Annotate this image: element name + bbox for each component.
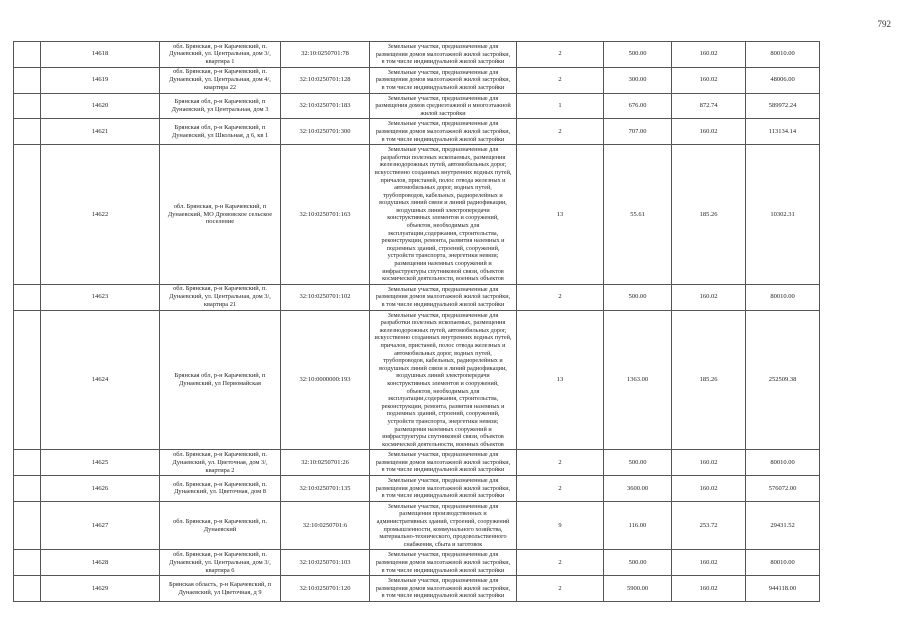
- row-blank-cell: [14, 310, 41, 450]
- row-rate: 160.02: [672, 476, 746, 502]
- row-code: 2: [517, 67, 604, 93]
- row-code: 2: [517, 450, 604, 476]
- row-land-use: Земельные участки, предназначенные для размещения домов малоэтажной жилой застройки, в том числе индивидуальной жилой застройки: [370, 42, 517, 68]
- row-code: 2: [517, 476, 604, 502]
- row-value: 29431.52: [746, 501, 820, 550]
- row-blank-cell: [14, 476, 41, 502]
- row-code: 2: [517, 550, 604, 576]
- row-value: 252509.38: [746, 310, 820, 450]
- row-cadastral-number: 32:10:0250701:300: [281, 119, 370, 145]
- row-rate: 160.02: [672, 42, 746, 68]
- row-blank-cell: [14, 145, 41, 285]
- row-address: обл. Брянская, р-н Карачевский, п. Дунаевский, ул. Центральная, дом 4/, квартира 22: [160, 67, 281, 93]
- row-code: 2: [517, 576, 604, 602]
- row-code: 9: [517, 501, 604, 550]
- row-address: Брянская обл, р-н Карачевский, п Дунаевский, ул Центральная, дом 3: [160, 93, 281, 119]
- row-area: 300.00: [604, 67, 672, 93]
- row-blank-cell: [14, 550, 41, 576]
- row-value: 80010.00: [746, 284, 820, 310]
- row-value: 944118.00: [746, 576, 820, 602]
- row-blank-cell: [14, 450, 41, 476]
- row-land-use: Земельные участки, предназначенные для разработки полезных ископаемых, размещения железнодорожных путей, автомобильных дорог, искусственно созданных внутренних водных путей, причалов, пристаней, полос отвода железных и автомобильных дорог, водных путей, трубопроводов, кабельных, радиорелейных и воздушных линий связи и линий радиофикации, воздушных линий электропередачи конструктивных элементов и сооружений, объектов, необходимых для эксплуатации,содержания, строительства, реконструкции, ремонта, развития наземных и подземных зданий, строений, сооружений, устройств транспорта, энергетики невязи; размещения наземных сооружений и инфраструктуры спутниковой связи, объектов космической деятельности, военных объектов: [370, 310, 517, 450]
- table-row: [14, 119, 894, 145]
- row-number: 14628: [41, 550, 160, 576]
- row-address: Брянская обл, р-н Карачевский, п Дунаевский, ул Школьная, д 6, кв 1: [160, 119, 281, 145]
- row-blank-cell: [14, 42, 41, 68]
- row-land-use: Земельные участки, предназначенные для размещения домов малоэтажной жилой застройки, в том числе индивидуальной жилой застройки: [370, 550, 517, 576]
- row-blank-cell: [14, 93, 41, 119]
- table-row: [14, 284, 894, 310]
- table-row: [14, 576, 894, 602]
- row-address: обл. Брянская, р-н Карачевский, п Дунаевский, МО Дрововское сельское поселение: [160, 145, 281, 285]
- row-cadastral-number: 32:10:0250701:183: [281, 93, 370, 119]
- row-rate: 160.02: [672, 284, 746, 310]
- table-row: [14, 550, 894, 576]
- row-area: 500.00: [604, 42, 672, 68]
- row-rate: 185.26: [672, 145, 746, 285]
- row-code: 2: [517, 42, 604, 68]
- row-blank-cell: [14, 119, 41, 145]
- cadastral-table: [13, 41, 894, 602]
- row-value: 576072.00: [746, 476, 820, 502]
- row-number: 14620: [41, 93, 160, 119]
- row-area: 500.00: [604, 450, 672, 476]
- table-row: [14, 476, 894, 502]
- row-area: 55.61: [604, 145, 672, 285]
- row-value: 80010.00: [746, 550, 820, 576]
- row-number: 14629: [41, 576, 160, 602]
- table-row: [14, 42, 894, 68]
- row-blank-cell: [14, 284, 41, 310]
- row-land-use: Земельные участки, предназначенные для размещения домов малоэтажной жилой застройки, в том числе индивидуальной жилой застройки: [370, 67, 517, 93]
- row-address: обл. Брянская, р-н Карачевский, п. Дунаевский, ул. Цветочная, дом 8: [160, 476, 281, 502]
- page-number: 792: [877, 19, 891, 29]
- row-code: 13: [517, 145, 604, 285]
- row-number: 14618: [41, 42, 160, 68]
- row-address: обл. Брянская, р-н Карачевский, п. Дунаевский, ул. Цветочная, дом 3/, квартира 2: [160, 450, 281, 476]
- row-number: 14627: [41, 501, 160, 550]
- row-address: обл. Брянская, р-н Карачевский, п. Дунаевский, ул. Центральная, дом 3/, квартира 1: [160, 42, 281, 68]
- row-cadastral-number: 32:10:0250701:128: [281, 67, 370, 93]
- row-rate: 872.74: [672, 93, 746, 119]
- row-code: 13: [517, 310, 604, 450]
- row-number: 14625: [41, 450, 160, 476]
- row-value: 589972.24: [746, 93, 820, 119]
- row-land-use: Земельные участки, предназначенные для размещения домов малоэтажной жилой застройки, в том числе индивидуальной жилой застройки: [370, 284, 517, 310]
- row-cadastral-number: 32:10:0250701:135: [281, 476, 370, 502]
- row-land-use: Земельные участки, предназначенные для размещения производственных и административных зданий, строений, сооружений промышленности, коммунального хозяйства, материально-технического, продовольственного снабжения, сбыта и заготовок: [370, 501, 517, 550]
- row-area: 707.00: [604, 119, 672, 145]
- row-number: 14624: [41, 310, 160, 450]
- row-number: 14621: [41, 119, 160, 145]
- row-cadastral-number: 32:10:0000000:193: [281, 310, 370, 450]
- table-row: [14, 310, 894, 450]
- row-code: 2: [517, 119, 604, 145]
- row-area: 1363.00: [604, 310, 672, 450]
- row-cadastral-number: 32:10:0250701:78: [281, 42, 370, 68]
- row-blank-cell: [14, 576, 41, 602]
- row-blank-cell: [14, 67, 41, 93]
- row-rate: 160.02: [672, 67, 746, 93]
- row-value: 10302.31: [746, 145, 820, 285]
- row-address: обл. Брянская, р-н Карачевский, п. Дунаевский: [160, 501, 281, 550]
- row-area: 676.00: [604, 93, 672, 119]
- row-area: 116.00: [604, 501, 672, 550]
- table-row: [14, 93, 894, 119]
- row-value: 48006.00: [746, 67, 820, 93]
- row-address: обл. Брянская, р-н Карачевский, п. Дунаевский, ул. Центральная, дом 3/, квартира 6: [160, 550, 281, 576]
- row-land-use: Земельные участки, предназначенные для размещения домов малоэтажной жилой застройки, в том числе индивидуальной жилой застройки: [370, 450, 517, 476]
- table-body: [14, 42, 894, 602]
- row-cadastral-number: 32:10:0250701:120: [281, 576, 370, 602]
- table-row: [14, 450, 894, 476]
- row-rate: 160.02: [672, 550, 746, 576]
- row-rate: 160.02: [672, 576, 746, 602]
- table-row: [14, 501, 894, 550]
- row-number: 14623: [41, 284, 160, 310]
- row-land-use: Земельные участки, предназначенные для размещения домов малоэтажной жилой застройки, в том числе индивидуальной жилой застройки: [370, 119, 517, 145]
- row-cadastral-number: 32:10:0250701:6: [281, 501, 370, 550]
- row-address: Брянская область, р-н Карачевский, п Дунаевский, ул Цветочная, д 9: [160, 576, 281, 602]
- row-number: 14619: [41, 67, 160, 93]
- row-area: 5900.00: [604, 576, 672, 602]
- table-row: [14, 145, 894, 285]
- row-land-use: Земельные участки, предназначенные для размещения домов среднеэтажной и многоэтажной жилой застройки: [370, 93, 517, 119]
- row-number: 14622: [41, 145, 160, 285]
- row-rate: 253.72: [672, 501, 746, 550]
- row-address: Брянская обл, р-н Карачевский, п Дунаевский, ул Первомайская: [160, 310, 281, 450]
- row-blank-cell: [14, 501, 41, 550]
- row-cadastral-number: 32:10:0250701:103: [281, 550, 370, 576]
- row-number: 14626: [41, 476, 160, 502]
- row-value: 80010.00: [746, 42, 820, 68]
- row-rate: 185.26: [672, 310, 746, 450]
- row-code: 2: [517, 284, 604, 310]
- row-cadastral-number: 32:10:0250701:26: [281, 450, 370, 476]
- row-cadastral-number: 32:10:0250701:102: [281, 284, 370, 310]
- row-rate: 160.02: [672, 450, 746, 476]
- row-value: 80010.00: [746, 450, 820, 476]
- row-land-use: Земельные участки, предназначенные для размещения домов малоэтажной жилой застройки, в том числе индивидуальной жилой застройки: [370, 576, 517, 602]
- row-land-use: Земельные участки, предназначенные для разработки полезных ископаемых, размещения железнодорожных путей, автомобильных дорог, искусственно созданных внутренних водных путей, причалов, пристаней, полос отвода железных и автомобильных дорог, водных путей, трубопроводов, кабельных, радиорелейных и воздушных линий связи и линий радиофикации, воздушных линий электропередачи конструктивных элементов и сооружений, объектов, необходимых для эксплуатации,содержания, строительства, реконструкции, ремонта, развития наземных и подземных зданий, строений, сооружений, устройств транспорта, энергетики невязи; размещения наземных сооружений и инфраструктуры спутниковой связи, объектов космической деятельности, военных объектов: [370, 145, 517, 285]
- row-address: обл. Брянская, р-н Карачевский, п. Дунаевский, ул. Центральная, дом 3/, квартира 21: [160, 284, 281, 310]
- table-row: [14, 67, 894, 93]
- row-area: 3600.00: [604, 476, 672, 502]
- row-rate: 160.02: [672, 119, 746, 145]
- row-code: 1: [517, 93, 604, 119]
- row-area: 500.00: [604, 284, 672, 310]
- row-value: 113134.14: [746, 119, 820, 145]
- row-area: 500.00: [604, 550, 672, 576]
- row-cadastral-number: 32:10:0250701:163: [281, 145, 370, 285]
- row-land-use: Земельные участки, предназначенные для размещения домов малоэтажной жилой застройки, в том числе индивидуальной жилой застройки: [370, 476, 517, 502]
